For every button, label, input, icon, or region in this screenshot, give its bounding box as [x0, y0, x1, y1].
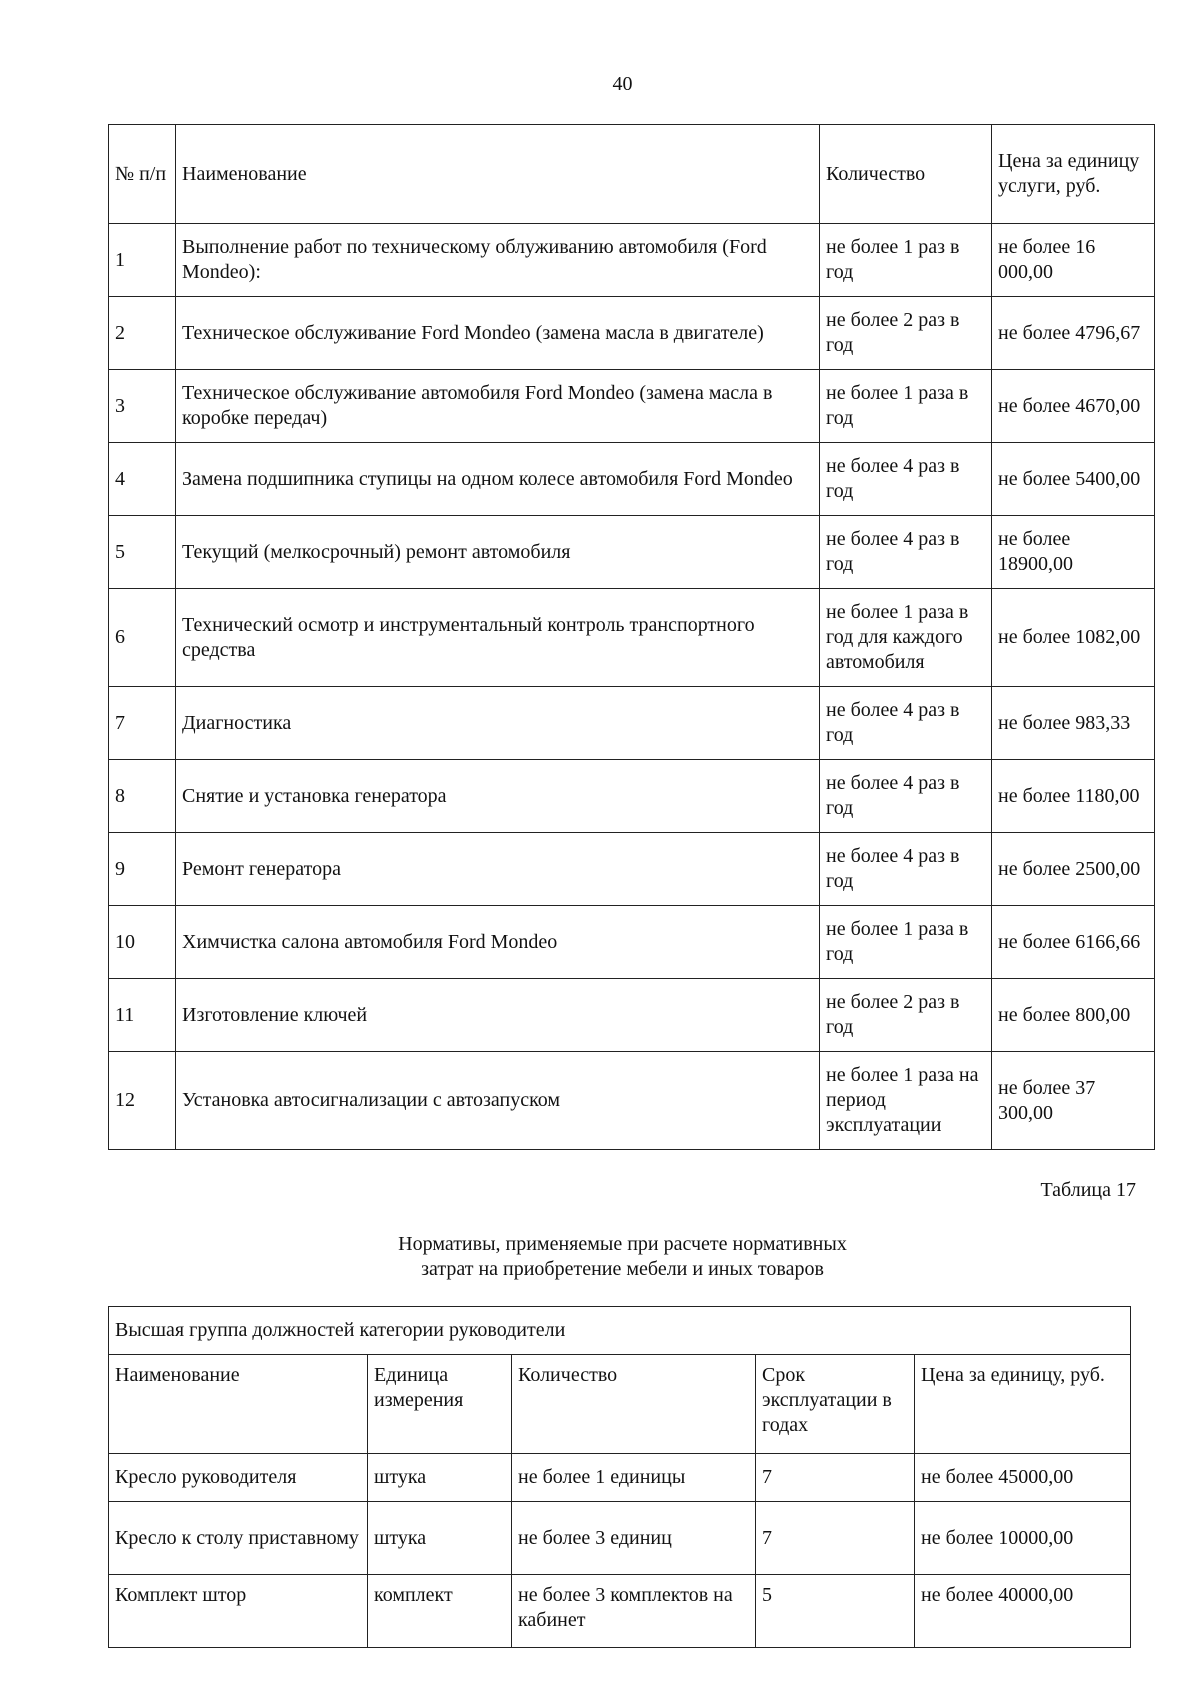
- table-row: [109, 906, 1155, 979]
- row-unit: комплект: [368, 1575, 512, 1648]
- row-name: Кресло к столу приставному: [109, 1502, 368, 1575]
- row-num: 5: [109, 516, 176, 589]
- row-num: 12: [109, 1052, 176, 1150]
- table-row: [109, 224, 1155, 297]
- header-qty: Количество: [820, 125, 992, 224]
- row-unit: штука: [368, 1454, 512, 1502]
- row-price: не более 4796,67: [992, 297, 1155, 370]
- row-qty: не более 1 раза в год: [820, 906, 992, 979]
- services-table: [108, 124, 1155, 1150]
- table-header-row: [109, 125, 1155, 224]
- row-price: не более 5400,00: [992, 443, 1155, 516]
- table-header-row: [109, 1355, 1131, 1454]
- row-term: 7: [756, 1454, 915, 1502]
- header-num: № п/п: [109, 125, 176, 224]
- row-num: 11: [109, 979, 176, 1052]
- row-qty: не более 2 раз в год: [820, 979, 992, 1052]
- row-num: 3: [109, 370, 176, 443]
- row-qty: не более 1 раза в год: [820, 370, 992, 443]
- row-num: 4: [109, 443, 176, 516]
- row-price: не более 983,33: [992, 687, 1155, 760]
- table-row: [109, 370, 1155, 443]
- row-qty: не более 2 раз в год: [820, 297, 992, 370]
- row-qty: не более 4 раз в год: [820, 443, 992, 516]
- row-qty: не более 4 раз в год: [820, 833, 992, 906]
- row-num: 9: [109, 833, 176, 906]
- group-row: [109, 1307, 1131, 1355]
- row-name: Комплект штор: [109, 1575, 368, 1648]
- header-price: Цена за единицу услуги, руб.: [992, 125, 1155, 224]
- row-name: Техническое обслуживание автомобиля Ford Mondeo (замена масла в коробке передач): [176, 370, 820, 443]
- row-term: 5: [756, 1575, 915, 1648]
- row-qty: не более 1 раз в год: [820, 224, 992, 297]
- row-price: не более 45000,00: [915, 1454, 1131, 1502]
- table-row: [109, 516, 1155, 589]
- row-price: не более 6166,66: [992, 906, 1155, 979]
- row-num: 1: [109, 224, 176, 297]
- row-price: не более 1180,00: [992, 760, 1155, 833]
- row-price: не более 1082,00: [992, 589, 1155, 687]
- table-title-line: Нормативы, применяемые при расчете нормативных: [398, 1233, 847, 1255]
- row-price: не более 40000,00: [915, 1575, 1131, 1648]
- row-name: Кресло руководителя: [109, 1454, 368, 1502]
- table-title-line: затрат на приобретение мебели и иных товаров: [421, 1258, 824, 1280]
- header-qty: Количество: [512, 1355, 756, 1454]
- row-qty: не более 4 раз в год: [820, 516, 992, 589]
- table-label: Таблица 17: [1040, 1179, 1136, 1201]
- row-qty: не более 1 единицы: [512, 1454, 756, 1502]
- row-qty: не более 4 раз в год: [820, 687, 992, 760]
- table-row: [109, 979, 1155, 1052]
- row-qty: не более 4 раз в год: [820, 760, 992, 833]
- row-num: 7: [109, 687, 176, 760]
- row-name: Снятие и установка генератора: [176, 760, 820, 833]
- table-row: [109, 687, 1155, 760]
- row-qty: не более 3 единиц: [512, 1502, 756, 1575]
- row-price: не более 18900,00: [992, 516, 1155, 589]
- table-row: [109, 1052, 1155, 1150]
- table-row: [109, 1575, 1131, 1648]
- header-name: Наименование: [109, 1355, 368, 1454]
- table-row: [109, 589, 1155, 687]
- group-header: Высшая группа должностей категории руководители: [109, 1307, 1131, 1355]
- row-num: 10: [109, 906, 176, 979]
- table-row: [109, 1502, 1131, 1575]
- header-unit: Единица измерения: [368, 1355, 512, 1454]
- row-price: не более 10000,00: [915, 1502, 1131, 1575]
- header-term: Срок эксплуатации в годах: [756, 1355, 915, 1454]
- table-row: [109, 297, 1155, 370]
- row-name: Изготовление ключей: [176, 979, 820, 1052]
- row-name: Замена подшипника ступицы на одном колесе автомобиля Ford Mondeo: [176, 443, 820, 516]
- row-num: 6: [109, 589, 176, 687]
- header-price: Цена за единицу, руб.: [915, 1355, 1131, 1454]
- row-qty: не более 1 раза в год для каждого автомобиля: [820, 589, 992, 687]
- row-price: не более 800,00: [992, 979, 1155, 1052]
- row-price: не более 16 000,00: [992, 224, 1155, 297]
- row-name: Диагностика: [176, 687, 820, 760]
- row-term: 7: [756, 1502, 915, 1575]
- row-price: не более 4670,00: [992, 370, 1155, 443]
- row-price: не более 37 300,00: [992, 1052, 1155, 1150]
- row-qty: не более 1 раза на период эксплуатации: [820, 1052, 992, 1150]
- row-name: Установка автосигнализации с автозапуском: [176, 1052, 820, 1150]
- table-row: [109, 443, 1155, 516]
- row-qty: не более 3 комплектов на кабинет: [512, 1575, 756, 1648]
- row-name: Выполнение работ по техническому облуживанию автомобиля (Ford Mondeo):: [176, 224, 820, 297]
- table-row: [109, 1454, 1131, 1502]
- header-name: Наименование: [176, 125, 820, 224]
- furniture-table: [108, 1306, 1131, 1648]
- table-row: [109, 760, 1155, 833]
- page-number: 40: [612, 73, 633, 95]
- row-num: 8: [109, 760, 176, 833]
- row-name: Текущий (мелкосрочный) ремонт автомобиля: [176, 516, 820, 589]
- row-name: Технический осмотр и инструментальный контроль транспортного средства: [176, 589, 820, 687]
- row-name: Техническое обслуживание Ford Mondeo (замена масла в двигателе): [176, 297, 820, 370]
- row-unit: штука: [368, 1502, 512, 1575]
- row-num: 2: [109, 297, 176, 370]
- row-price: не более 2500,00: [992, 833, 1155, 906]
- table-row: [109, 833, 1155, 906]
- row-name: Химчистка салона автомобиля Ford Mondeo: [176, 906, 820, 979]
- table-title: [0, 1232, 1200, 1282]
- row-name: Ремонт генератора: [176, 833, 820, 906]
